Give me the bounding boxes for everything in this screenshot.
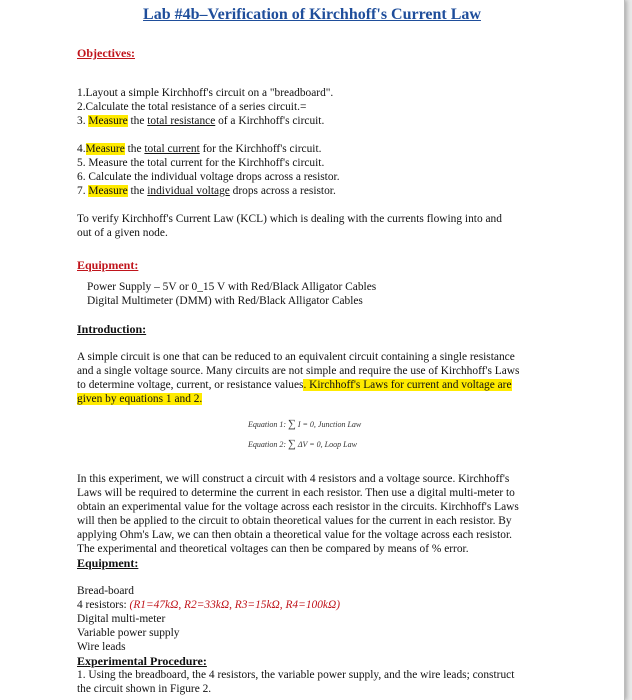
experiment-line-2: Laws will be required to determine the current in each resistor. Then use a digital multi-meter to bbox=[77, 487, 515, 499]
intro-line-4 bbox=[77, 392, 202, 406]
objective-item-7 bbox=[77, 184, 336, 198]
equipment2-dmm: Digital multi-meter bbox=[77, 613, 166, 625]
highlighted-word: Measure bbox=[85, 143, 125, 155]
objective-number: 2. bbox=[77, 101, 86, 113]
objective-number: 7. bbox=[77, 185, 86, 197]
verify-kcl-line-2: out of a given node. bbox=[77, 227, 168, 239]
objective-text: Layout a simple Kirchhoff's circuit on a "breadboard". bbox=[85, 87, 334, 99]
procedure-heading: Experimental Procedure: bbox=[77, 654, 207, 668]
intro-line-2: and a single voltage source. Many circuits are not simple and require the use of Kirchhoff's Laws bbox=[77, 365, 520, 377]
equation-body: I = 0, Junction Law bbox=[297, 420, 362, 429]
equation-label: Equation 1: bbox=[248, 420, 286, 429]
sigma-symbol: ∑ bbox=[288, 438, 296, 450]
experiment-line-6: The experimental and theoretical voltages can then be compared by means of % error. bbox=[77, 543, 469, 555]
objective-text: Measure the total current for the Kirchhoff's circuit. bbox=[85, 157, 325, 169]
equation-1 bbox=[248, 418, 361, 430]
objective-text: drops across a resistor. bbox=[229, 185, 336, 197]
equation-body: ΔV = 0, Loop Law bbox=[297, 440, 357, 449]
verify-kcl-line-1: To verify Kirchhoff's Current Law (KCL) which is dealing with the currents flowing into and bbox=[77, 213, 502, 225]
experiment-line-3: obtain an experimental value for the voltage across each resistor in the circuits. Kirchhoff's Laws bbox=[77, 501, 519, 513]
intro-highlight: . Kirchhoff's Laws for current and voltage are bbox=[303, 379, 512, 391]
objective-text: the bbox=[127, 185, 148, 197]
objective-item-3 bbox=[77, 114, 324, 128]
experiment-line-5: applying Ohm's Law, we can then obtain a theoretical value for the voltage across each resistor. bbox=[77, 529, 512, 541]
experiment-line-1: In this experiment, we will construct a circuit with 4 resistors and a voltage source. Kirchhoff's bbox=[77, 473, 510, 485]
objective-text: Calculate the total resistance of a series circuit.= bbox=[85, 101, 307, 113]
objective-item-6 bbox=[77, 170, 340, 184]
objective-number: 6. bbox=[77, 171, 86, 183]
equipment-line-1: Power Supply – 5V or 0_15 V with Red/Black Alligator Cables bbox=[87, 281, 377, 293]
equipment2-breadboard: Bread-board bbox=[77, 585, 134, 597]
objective-text: for the Kirchhoff's circuit. bbox=[199, 143, 322, 155]
equipment2-resistors bbox=[77, 598, 340, 612]
procedure-line-2: the circuit shown in Figure 2. bbox=[77, 683, 212, 695]
procedure-line-1: 1. Using the breadboard, the 4 resistors, the variable power supply, and the wire leads; construct bbox=[77, 669, 515, 681]
intro-line-3 bbox=[77, 378, 512, 392]
equipment-heading-2: Equipment: bbox=[77, 556, 139, 570]
page-title: Lab #4b–Verification of Kirchhoff's Current Law bbox=[143, 6, 481, 23]
objective-number: 3. bbox=[77, 115, 86, 127]
highlighted-word: Measure bbox=[88, 115, 128, 127]
sigma-symbol: ∑ bbox=[288, 418, 296, 430]
equipment-line-2: Digital Multimeter (DMM) with Red/Black Alligator Cables bbox=[87, 295, 363, 307]
equipment2-leads: Wire leads bbox=[77, 641, 126, 653]
objective-item-2 bbox=[77, 100, 306, 114]
equation-2 bbox=[248, 438, 357, 450]
intro-text: to determine voltage, current, or resistance values bbox=[77, 379, 304, 391]
equipment-heading: Equipment: bbox=[77, 258, 139, 272]
objective-number: 1. bbox=[77, 87, 86, 99]
underlined-phrase: total current bbox=[144, 143, 200, 155]
highlighted-word: Measure bbox=[88, 185, 128, 197]
objective-text: the bbox=[124, 143, 145, 155]
objective-item-4 bbox=[77, 142, 321, 156]
equation-label: Equation 2: bbox=[248, 440, 286, 449]
intro-highlight: given by equations 1 and 2. bbox=[77, 393, 203, 405]
objective-item-5 bbox=[77, 156, 324, 170]
introduction-heading: Introduction: bbox=[77, 322, 147, 336]
equipment2-power: Variable power supply bbox=[77, 627, 180, 639]
objectives-heading: Objectives: bbox=[77, 46, 135, 60]
experiment-line-4: will then be applied to the circuit to obtain theoretical values for the current in each resistor. By bbox=[77, 515, 512, 527]
underlined-phrase: individual voltage bbox=[147, 185, 230, 197]
objective-text: the bbox=[127, 115, 148, 127]
objective-text: of a Kirchhoff's circuit. bbox=[215, 115, 325, 127]
underlined-phrase: total resistance bbox=[147, 115, 216, 127]
objective-number: 4. bbox=[77, 143, 86, 155]
resistors-prefix: 4 resistors: bbox=[77, 599, 130, 611]
resistor-values: (R1=47kΩ, R2=33kΩ, R3=15kΩ, R4=100kΩ) bbox=[129, 599, 340, 611]
intro-line-1: A simple circuit is one that can be reduced to an equivalent circuit containing a single resistance bbox=[77, 351, 515, 363]
objective-item-1 bbox=[77, 86, 333, 100]
objective-number: 5. bbox=[77, 157, 86, 169]
objective-text: Calculate the individual voltage drops across a resistor. bbox=[85, 171, 340, 183]
